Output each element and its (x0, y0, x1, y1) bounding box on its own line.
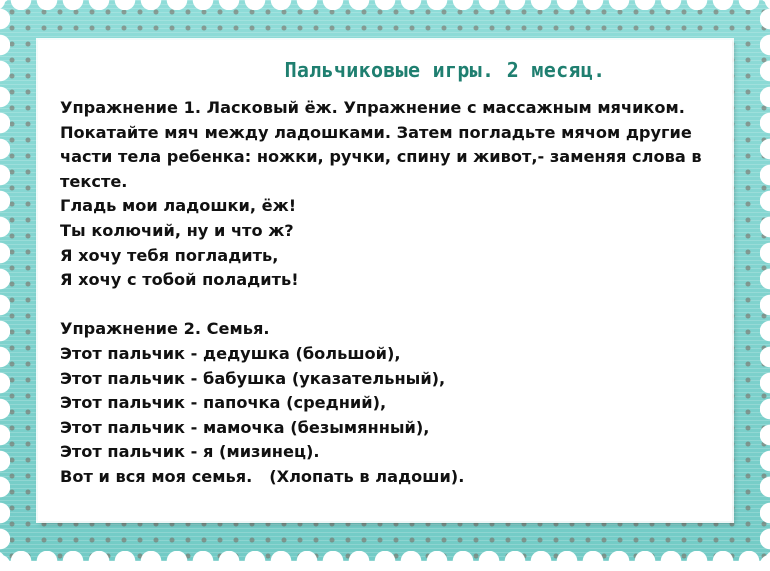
poem-line: Этот пальчик - я (мизинец). (60, 442, 320, 462)
poem-line: Этот пальчик - бабушка (указательный), (60, 368, 446, 388)
scallop-border-left (0, 0, 10, 561)
scallop-border-right (760, 0, 770, 561)
poem-line: Этот пальчик - дедушка (большой), (60, 343, 401, 363)
exercise-1-text-line: Покатайте мяч между ладошками. Затем погладьте мячом другие (60, 122, 692, 142)
content-card (38, 40, 732, 521)
paragraph-gap (60, 293, 720, 318)
poem-line: Этот пальчик - мамочка (безымянный), (60, 417, 430, 437)
exercise-1-text-line: тексте. (60, 171, 128, 191)
exercise-2-heading: Упражнение 2. Семья. (60, 319, 270, 339)
poem-line: Ты колючий, ну и что ж? (60, 220, 294, 240)
page-title: Пальчиковые игры. 2 месяц. (284, 58, 606, 82)
scallop-border-bottom (0, 551, 770, 571)
exercise-1-text-line: части тела ребенка: ножки, ручки, спину и живот,- заменяя слова в (60, 147, 702, 167)
poem-line: Я хочу с тобой поладить! (60, 270, 299, 290)
text-body (60, 96, 720, 490)
scallop-border-top (0, 0, 770, 10)
poem-line: Этот пальчик - папочка (средний), (60, 393, 387, 413)
poem-line: Гладь мои ладошки, ёж! (60, 196, 297, 216)
poem-line: Вот и вся моя семья. (Хлопать в ладоши). (60, 466, 465, 486)
exercise-1-heading: Упражнение 1. Ласковый ёж. Упражнение с массажным мячиком. (60, 98, 685, 117)
poem-line: Я хочу тебя погладить, (60, 245, 279, 265)
